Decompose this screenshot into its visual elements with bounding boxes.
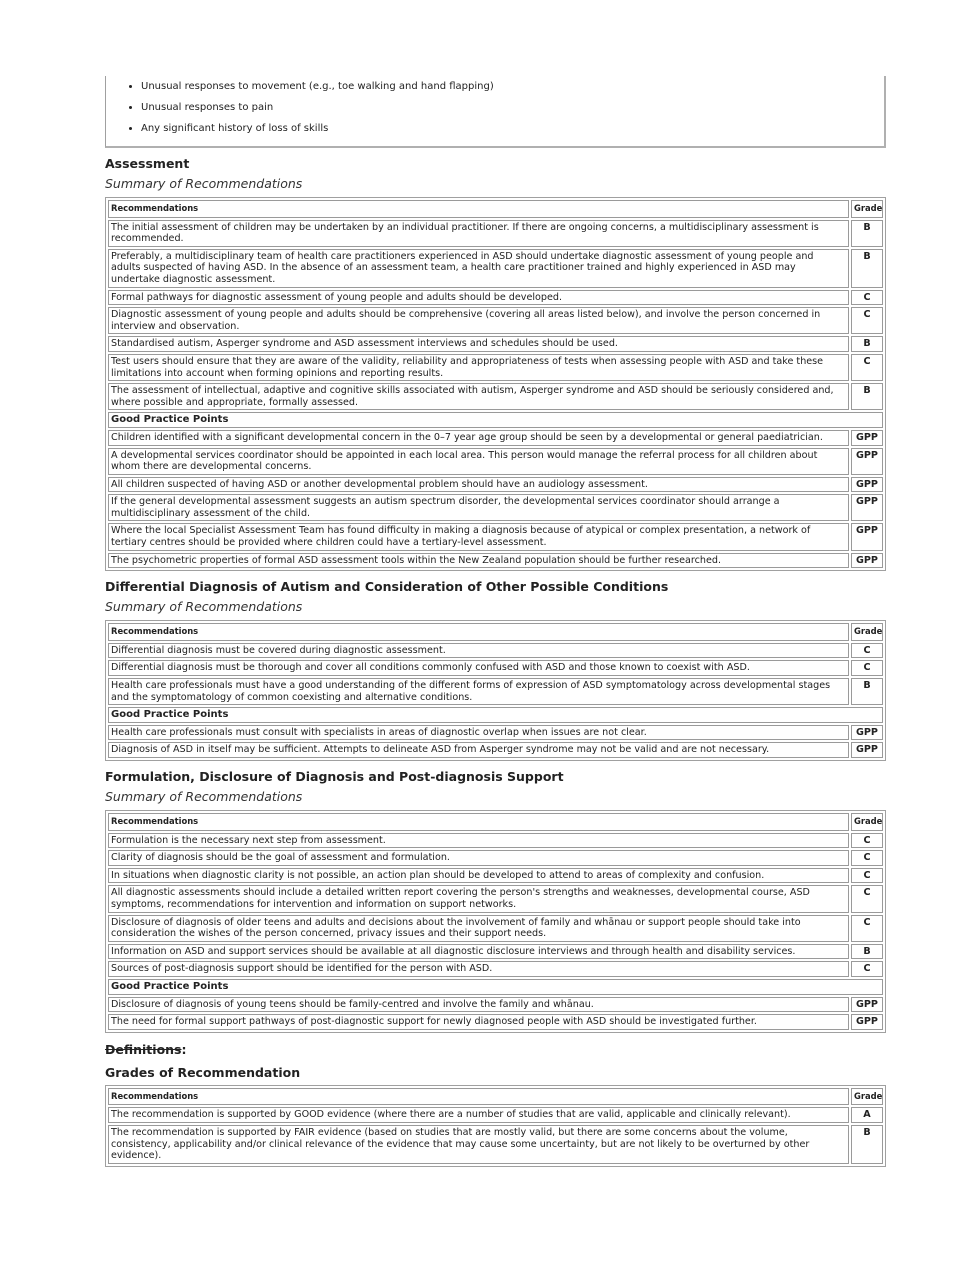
header-recommendations: Recommendations xyxy=(108,1088,849,1106)
good-practice-points-label: Good Practice Points xyxy=(108,707,883,723)
header-grade: Grade xyxy=(851,200,883,218)
gpp-text: If the general developmental assessment suggests an autism spectrum disorder, the developmental services coordinator should arrange a multidisciplinary assessment of the child. xyxy=(108,494,849,521)
good-practice-points-row xyxy=(108,412,883,428)
grade-badge: GPP xyxy=(851,742,883,758)
gpp-text: All children suspected of having ASD or another developmental problem should have an audiology assessment. xyxy=(108,477,849,493)
recommendation-text: In situations when diagnostic clarity is not possible, an action plan should be developed to attend to areas of complexity and confusion. xyxy=(108,868,849,884)
gpp-text: Disclosure of diagnosis of young teens should be family-centred and involve the family and whānau. xyxy=(108,997,849,1013)
grade-badge: GPP xyxy=(851,725,883,741)
table-row xyxy=(108,354,883,381)
grade-badge: GPP xyxy=(851,523,883,550)
table-header-row xyxy=(108,1088,883,1106)
recommendation-text: All diagnostic assessments should include a detailed written report covering the person's strengths and weaknesses, developmental course, ASD symptoms, recommendations for intervention and information on support networks. xyxy=(108,885,849,912)
grade-badge: GPP xyxy=(851,430,883,446)
table-row xyxy=(108,523,883,550)
section-title: Differential Diagnosis of Autism and Consideration of Other Possible Conditions xyxy=(105,579,669,595)
table-row xyxy=(108,494,883,521)
grade-badge: C xyxy=(851,961,883,977)
grades-heading: Grades of Recommendation xyxy=(105,1064,301,1080)
header-grade: Grade xyxy=(851,813,883,831)
good-practice-points-row xyxy=(108,979,883,995)
good-practice-points-row xyxy=(108,707,883,723)
table-row xyxy=(108,553,883,569)
table-row xyxy=(108,290,883,306)
grades-table-container xyxy=(105,1085,886,1167)
grade-badge: C xyxy=(851,915,883,942)
recommendation-text: Formulation is the necessary next step from assessment. xyxy=(108,833,849,849)
table-row xyxy=(108,448,883,475)
grade-badge: B xyxy=(851,220,883,247)
recommendations-table xyxy=(105,620,886,761)
bullet-item: • Unusual responses to movement (e.g., toe walking and hand flapping) xyxy=(141,81,884,93)
recommendation-text: Preferably, a multidisciplinary team of health care practitioners experienced in ASD should undertake diagnostic assessment of young people and adults suspected of having ASD. In the absence of an assessment team, a health care practitioner trained and highly experienced in ASD may undertake diagnostic assessment. xyxy=(108,249,849,288)
gpp-text: Where the local Specialist Assessment Team has found difficulty in making a diagnosis because of atypical or complex presentation, a network of tertiary centres should be provided where children could have a tertiary-level assessment. xyxy=(108,523,849,550)
table-row xyxy=(108,249,883,288)
header-recommendations: Recommendations xyxy=(108,623,849,641)
bullet-list xyxy=(106,81,884,135)
section-subtitle: Summary of Recommendations xyxy=(105,789,303,804)
table-row xyxy=(108,477,883,493)
grade-badge: GPP xyxy=(851,1014,883,1030)
table-row xyxy=(108,725,883,741)
recommendation-text: Information on ASD and support services should be available at all diagnostic disclosure interviews and through health and disability services. xyxy=(108,944,849,960)
recommendation-text: Differential diagnosis must be thorough and cover all conditions commonly confused with ASD and those known to coexist with ASD. xyxy=(108,660,849,676)
table-row xyxy=(108,1107,883,1123)
definitions-colon: : xyxy=(181,1041,187,1057)
recommendation-text: Sources of post-diagnosis support should be identified for the person with ASD. xyxy=(108,961,849,977)
grade-badge: C xyxy=(851,660,883,676)
recommendation-text: The recommendation is supported by GOOD evidence (where there are a number of studies that are valid, applicable and clinically relevant). xyxy=(108,1107,849,1123)
bullet-item: • Unusual responses to pain xyxy=(141,102,884,114)
recommendation-text: Clarity of diagnosis should be the goal of assessment and formulation. xyxy=(108,850,849,866)
table-header-row xyxy=(108,813,883,831)
gpp-text: Children identified with a significant developmental concern in the 0–7 year age group should be seen by a developmental or general paediatrician. xyxy=(108,430,849,446)
section-subtitle: Summary of Recommendations xyxy=(105,176,303,191)
table-row xyxy=(108,220,883,247)
gpp-text: The psychometric properties of formal ASD assessment tools within the New Zealand population should be further researched. xyxy=(108,553,849,569)
table-row xyxy=(108,307,883,334)
grade-badge: C xyxy=(851,850,883,866)
gpp-text: Health care professionals must consult with specialists in areas of diagnostic overlap when issues are not clear. xyxy=(108,725,849,741)
recommendation-text: Health care professionals must have a good understanding of the different forms of expression of ASD symptomatology across developmental stages and the symptomatology of common coexisting and alternative conditions. xyxy=(108,678,849,705)
table-row xyxy=(108,961,883,977)
section-subtitle: Summary of Recommendations xyxy=(105,599,303,615)
grade-badge: B xyxy=(851,383,883,410)
recommendation-text: The assessment of intellectual, adaptive and cognitive skills associated with autism, Asperger syndrome and ASD should be seriously considered and, where possible and appropriate, formally assessed. xyxy=(108,383,849,410)
recommendation-text: Diagnostic assessment of young people and adults should be comprehensive (covering all areas listed below), and involve the person concerned in interview and observation. xyxy=(108,307,849,334)
gpp-text: Diagnosis of ASD in itself may be sufficient. Attempts to delineate ASD from Asperger syndrome may not be valid and are not necessary. xyxy=(108,742,849,758)
table-row xyxy=(108,383,883,410)
grade-badge: GPP xyxy=(851,494,883,521)
grade-badge: B xyxy=(851,336,883,352)
grade-badge: B xyxy=(851,678,883,705)
header-recommendations: Recommendations xyxy=(108,200,849,218)
table-row xyxy=(108,833,883,849)
sections-container xyxy=(105,156,886,1033)
table-row xyxy=(108,742,883,758)
table-row xyxy=(108,643,883,659)
bullet-item: • Any significant history of loss of skills xyxy=(141,123,884,135)
table-row xyxy=(108,885,883,912)
grade-badge: B xyxy=(851,944,883,960)
grade-badge: C xyxy=(851,885,883,912)
table-row xyxy=(108,678,883,705)
recommendations-table xyxy=(105,810,886,1033)
grade-badge: C xyxy=(851,643,883,659)
good-practice-points-label: Good Practice Points xyxy=(108,979,883,995)
table-header-row xyxy=(108,623,883,641)
definitions-label: Definitions xyxy=(105,1041,182,1057)
header-recommendations: Recommendations xyxy=(108,813,849,831)
table-row xyxy=(108,915,883,942)
definitions-heading xyxy=(105,1042,886,1057)
recommendation-text: The recommendation is supported by FAIR evidence (based on studies that are mostly valid, but there are some concerns about the volume, consistency, applicability and/or clinical relevance of the evidence that may cause some uncertainty, but are not likely to be overturned by other evidence). xyxy=(108,1125,849,1164)
recommendation-text: Standardised autism, Asperger syndrome and ASD assessment interviews and schedules should be used. xyxy=(108,336,849,352)
grade-badge: B xyxy=(851,249,883,288)
table-row xyxy=(108,660,883,676)
header-grade: Grade xyxy=(851,623,883,641)
gpp-text: A developmental services coordinator should be appointed in each local area. This person would manage the referral process for all children about whom there are developmental concerns. xyxy=(108,448,849,475)
grade-badge: B xyxy=(851,1125,883,1164)
table-row xyxy=(108,868,883,884)
signs-bullet-box xyxy=(105,76,886,148)
grade-badge: C xyxy=(851,354,883,381)
section-title: Assessment xyxy=(105,156,190,171)
table-row xyxy=(108,336,883,352)
grade-badge: C xyxy=(851,833,883,849)
recommendation-text: Formal pathways for diagnostic assessment of young people and adults should be developed. xyxy=(108,290,849,306)
table-row xyxy=(108,430,883,446)
table-row xyxy=(108,1014,883,1030)
grade-badge: GPP xyxy=(851,553,883,569)
table-row xyxy=(108,1125,883,1164)
table-header-row xyxy=(108,200,883,218)
recommendation-text: The initial assessment of children may be undertaken by an individual practitioner. If there are ongoing concerns, a multidisciplinary assessment is recommended. xyxy=(108,220,849,247)
grade-badge: C xyxy=(851,290,883,306)
grade-badge: GPP xyxy=(851,477,883,493)
grade-badge: GPP xyxy=(851,997,883,1013)
table-row xyxy=(108,944,883,960)
table-row xyxy=(108,850,883,866)
recommendations-table xyxy=(105,1085,886,1167)
gpp-text: The need for formal support pathways of post-diagnostic support for newly diagnosed people with ASD should be investigated further. xyxy=(108,1014,849,1030)
document-page xyxy=(105,76,886,1175)
grade-badge: A xyxy=(851,1107,883,1123)
section-title: Formulation, Disclosure of Diagnosis and Post-diagnosis Support xyxy=(105,769,564,784)
recommendation-text: Differential diagnosis must be covered during diagnostic assessment. xyxy=(108,643,849,659)
recommendation-text: Disclosure of diagnosis of older teens and adults and decisions about the involvement of family and whānau or support people should take into consideration the wishes of the person concerned, privacy issues and their support needs. xyxy=(108,915,849,942)
grade-badge: C xyxy=(851,868,883,884)
grade-badge: C xyxy=(851,307,883,334)
grade-badge: GPP xyxy=(851,448,883,475)
header-grade: Grade xyxy=(851,1088,883,1106)
recommendations-table xyxy=(105,197,886,571)
good-practice-points-label: Good Practice Points xyxy=(108,412,883,428)
recommendation-text: Test users should ensure that they are aware of the validity, reliability and appropriateness of tests when assessing people with ASD and take these limitations into account when forming opinions and reporting results. xyxy=(108,354,849,381)
table-row xyxy=(108,997,883,1013)
